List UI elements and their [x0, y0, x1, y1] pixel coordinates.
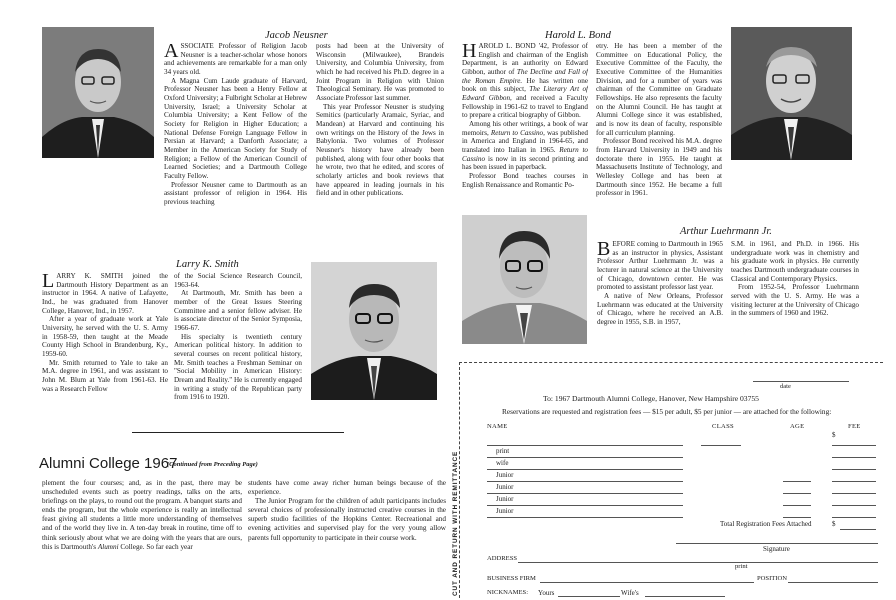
neusner-dropcap: A [164, 42, 179, 62]
total-dollar: $ [832, 520, 836, 528]
smith-col-2: of the Social Science Research Council, 1963-64. At Dartmouth, Mr. Smith has been a member of the Great Issues Steering Committee and a senior fellow adviser. He is associate director of the Senior Symposia, 1966-67. His specialty is twentieth century American political history. In addition to several courses on recent political history, Mr. Smith teaches a Freshman Seminar on "Social Mobility in American History: Dream and Reality." He is currently engaged in writing a study of the Republican party from 1916 to 1920. [174, 272, 302, 402]
name-line[interactable] [487, 445, 683, 446]
address-label: ADDRESS [487, 555, 518, 562]
bond-col-1: HAROLD L. BOND '42, Professor of English and chairman of the English Department, is an authority on Edward Gibbon, author of The Decline and Fall of the Roman Empire. He has written one book on this subject, The Literary Art of Edward Gibbon, and received a Faculty Fellowship in 1961-62 to travel to England to prepare a critical biography of Gibbon. Among his other writings, a book of war memoirs, Return to Cassino, was published in America and England in 1964-65, and translated into Italian in 1965. Return to Cassino is now in its second printing and has been issued in paperback. Professor Bond teaches courses in English Renaissance and Romantic Po- [462, 42, 588, 189]
row-junior-3: Junior [496, 495, 514, 503]
age-line[interactable] [783, 481, 811, 482]
name-line[interactable] [487, 457, 683, 458]
nicknames-label: NICKNAMES: [487, 589, 529, 596]
luehrmann-col-1: BEFORE coming to Dartmouth in 1965 as an instructor in physics, Assistant Professor Arthur Luehrmann Jr. was a lecturer in natural science at the University of Chicago, downtown center. He was promoted to assistant professor last year. A native of New Orleans, Professor Luehrmann was educated at the University of Chicago, where he received an A.B. degree in 1955, S.B. in 1957, [597, 240, 723, 326]
row-print: print [496, 447, 510, 455]
row-junior-2: Junior [496, 483, 514, 491]
position-label: POSITION [757, 575, 788, 582]
business-firm-line[interactable] [540, 582, 754, 583]
neusner-photo [42, 27, 154, 158]
bond-col-2: etry. He has been a member of the Committee on Educational Policy, the Executive Committee of the Faculty, the Executive Committee of the Humanities Division, and for a number of years was chairman of the Committee on Graduate Fellowships. He also represents the faculty on the Alumni Council. He has taught at Alumni College since it was established, and is now its dean of faculty, responsible for all curriculum planning. Professor Bond received his M.A. degree from Harvard University in 1949 and his doctorate there in 1955. He taught at Massachusetts Institute of Technology, and Wellesley College and has been at Dartmouth since 1952. He became a full professor in 1961. [596, 42, 722, 198]
cut-and-return-label: CUT AND RETURN WITH REMITTANCE [452, 450, 459, 596]
luehrmann-dropcap: B [597, 240, 611, 260]
luehrmann-name: Arthur Luehrmann Jr. [680, 226, 772, 237]
fee-dollar: $ [832, 431, 836, 439]
signature-line[interactable] [676, 543, 878, 544]
alumni-college-subtitle: (Continued from Preceding Page) [167, 461, 258, 468]
smith-name: Larry K. Smith [176, 259, 239, 270]
print-label: print [735, 563, 748, 570]
form-instructions: Reservations are requested and registration fees — $15 per adult, $5 per junior — are attached for the following: [502, 407, 832, 416]
smith-photo [311, 262, 437, 400]
smith-col-1: LARRY K. SMITH joined the Dartmouth History Department as an instructor in 1964. A native of Lafayette, Ind., he was graduated from Hanover College, Hanover, Ind., in 1957. After a year of graduate work at Yale University, he served with the U. S. Army in 1958-59, then taught at the Meade County High School in Brandenburg, Ky., 1959-60. Mr. Smith returned to Yale to take an M.A. degree in 1961, and was assistant to John M. Blum at Yale from 1961-63. He was a Research Fellow [42, 272, 168, 393]
fee-line[interactable] [832, 445, 876, 446]
date-label: date [780, 383, 791, 390]
fee-line[interactable] [832, 493, 876, 494]
name-line[interactable] [487, 493, 683, 494]
position-line[interactable] [788, 582, 878, 583]
smith-dropcap: L [42, 272, 55, 292]
fee-line[interactable] [832, 517, 876, 518]
nickname-yours-label: Yours [538, 589, 555, 597]
column-name: NAME [487, 423, 508, 430]
address-line[interactable] [518, 562, 878, 563]
business-firm-label: BUSINESS FIRM [487, 575, 536, 582]
nickname-wife-line[interactable] [645, 596, 725, 597]
row-junior-4: Junior [496, 507, 514, 515]
total-fee-line[interactable] [840, 529, 876, 530]
nickname-yours-line[interactable] [558, 596, 620, 597]
name-line[interactable] [487, 517, 683, 518]
name-line[interactable] [487, 469, 683, 470]
neusner-col-1: ASSOCIATE Professor of Religion Jacob Neusner is a teacher-scholar whose honors and achievements are remarkable for a man only 34 years old. A Magna Cum Laude graduate of Harvard, Professor Neusner has been a Henry Fellow at Oxford University; a Fulbright Scholar at Hebrew University, Israel; a University Scholar at Columbia University; a Kent Fellow of the Society for Religion in Higher Education; a National Defense Foreign Language Fellow in Persian at Harvard; a Danforth Associate; a Member in the American Society for Study of Religion; a Fellow of the American Council of Learned Societies; and a Dartmouth College Faculty Fellow. Professor Neusner came to Dartmouth as an assistant professor of religion in 1964. His previous teaching [164, 42, 307, 206]
name-line[interactable] [487, 481, 683, 482]
age-line[interactable] [783, 505, 811, 506]
bond-dropcap: H [462, 42, 477, 62]
row-wife: wife [496, 459, 509, 467]
column-class: CLASS [712, 423, 735, 430]
luehrmann-col-2: S.M. in 1961, and Ph.D. in 1966. His undergraduate work was in chemistry and his graduate work in physics. He currently teaches Dartmouth undergraduate courses in Classical and Contemporary Physics. From 1952-54, Professor Luehrmann served with the U. S. Army. He was a visiting lecturer at the University of Chicago in the summers of 1960 and 1962. [731, 240, 859, 318]
bond-photo [731, 27, 852, 160]
alumni-col-1: plement the four courses; and, as in the past, there may be unscheduled events such as poetry readings, talks on the arts, briefings on the plays, to round out the program. A banquet starts and ends the program, but the whole experience is really an intellectual feast giving all students a little more understanding of themselves and of the world they live in. A ten-day break in routine, time off to think seriously about what we are doing with the years that are ours, this is Dartmouth's Alumni College. So far each year [42, 479, 242, 551]
row-junior-1: Junior [496, 471, 514, 479]
bond-name: Harold L. Bond [545, 30, 611, 41]
fee-line[interactable] [832, 481, 876, 482]
neusner-col-2: posts had been at the University of Wisconsin (Milwaukee), Brandeis University, and Columbia University, from which he had received his Ph.D. degree in a Joint Program in Religion with Union Theological Seminary. He was promoted to Associate Professor last summer. This year Professor Neusner is studying Semitics (particularly Aramaic, Syriac, and Mandean) at Harvard and continuing his own writings on the History of the Jews in Babylonia. Two volumes of Professor Neusner's history have already been published, along with four other books that he wrote, two that he edited, and scores of scholarly articles and book reviews that have appeared in leading journals in his field and in other publications. [316, 42, 444, 198]
luehrmann-photo [462, 215, 587, 344]
age-line[interactable] [783, 493, 811, 494]
signature-label: Signature [763, 545, 790, 553]
fee-line[interactable] [832, 505, 876, 506]
alumni-college-title: Alumni College 1967 [39, 455, 178, 472]
class-line[interactable] [701, 445, 741, 446]
name-line[interactable] [487, 505, 683, 506]
column-fee: FEE [848, 423, 861, 430]
fee-line[interactable] [832, 457, 876, 458]
neusner-name: Jacob Neusner [265, 30, 328, 41]
form-to-line: To: 1967 Dartmouth Alumni College, Hanover, New Hampshire 03755 [543, 394, 759, 403]
date-line[interactable] [753, 381, 849, 382]
total-fees-label: Total Registration Fees Attached [720, 520, 812, 528]
smith-divider [132, 432, 344, 433]
column-age: AGE [790, 423, 805, 430]
nickname-wife-label: Wife's [621, 589, 639, 597]
alumni-col-2: students have come away richer human beings because of the experience. The Junior Program for the children of adult participants includes several choices of professionally instructed creative courses in the superb studio facilities of the Hopkins Center. Recreational and evening activities and supervised play for the very young allow parents full opportunity to participate in their course work. [248, 479, 446, 542]
age-line[interactable] [783, 517, 811, 518]
fee-line[interactable] [832, 469, 876, 470]
